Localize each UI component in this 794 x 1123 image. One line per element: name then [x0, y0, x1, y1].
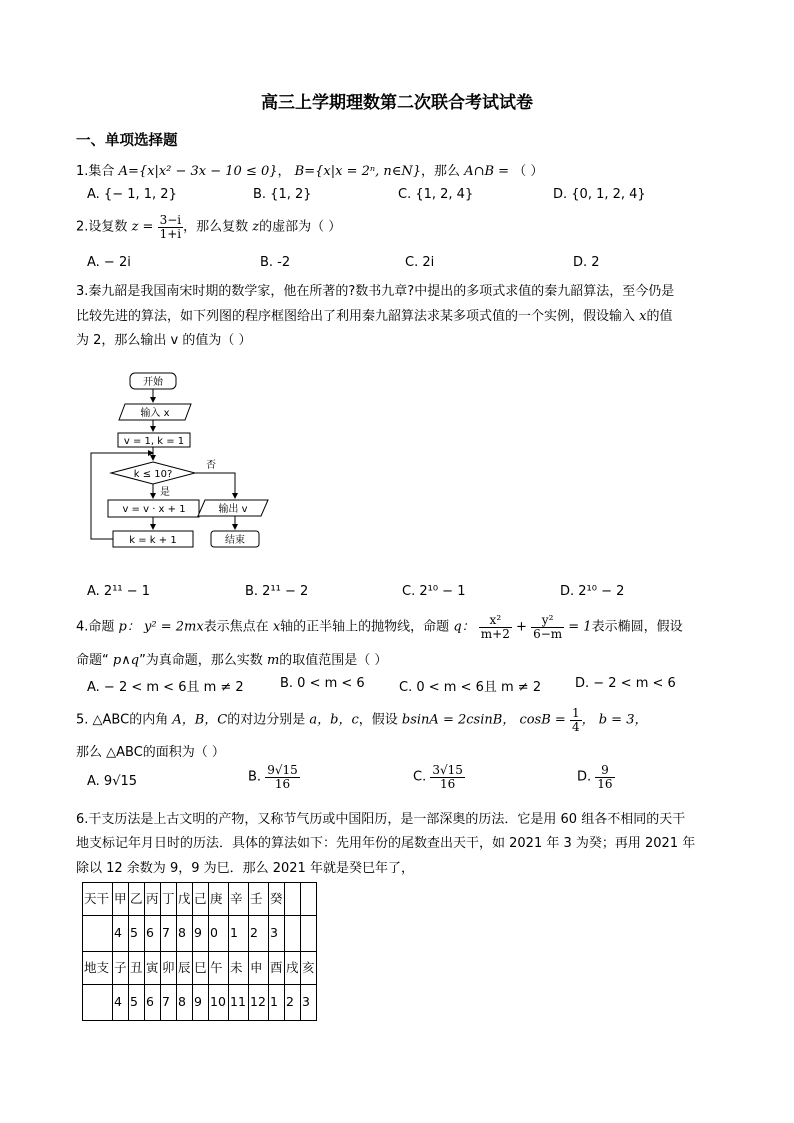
q5-prefix: 5. △ABC的内角 [76, 712, 169, 728]
q1-option-c: C. {1, 2, 4} [398, 187, 474, 202]
branch-numbers-row [83, 985, 317, 1021]
table-cell: 癸 [269, 883, 285, 916]
q4-line-2 [76, 649, 387, 668]
table-cell: 辛 [229, 883, 249, 916]
q5-line-1 [76, 707, 647, 733]
q5-option-d-den: 16 [597, 776, 613, 791]
table-cell: 申 [249, 952, 269, 985]
table-cell: 亥 [301, 952, 317, 985]
table-cell: 3 [301, 985, 317, 1021]
table-cell: 卯 [161, 952, 177, 985]
q2-suffix-a: ，那么复数 [183, 219, 249, 235]
stem-numbers-row [83, 916, 317, 952]
table-cell: 6 [145, 985, 161, 1021]
table-cell: 壬 [249, 883, 269, 916]
table-cell: 1 [229, 916, 249, 952]
table-cell: 戊 [177, 883, 193, 916]
q1-option-b: B. {1, 2} [253, 187, 312, 202]
flow-output-label: 输出 v [218, 504, 248, 515]
q1-expression: A∩B = [464, 164, 510, 179]
q1-set-a: A={x|x² − 3x − 10 ≤ 0} [118, 164, 278, 179]
flow-decision-label: k ≤ 10? [133, 469, 173, 480]
q1-paren: （ ） [513, 164, 544, 179]
table-cell: 辰 [177, 952, 193, 985]
table-cell: 1 [269, 985, 285, 1021]
q4-eq-one: = 1 [568, 619, 592, 635]
table-cell: 9 [193, 916, 209, 952]
q4-text-d: 表示椭圆，假设 [591, 619, 683, 635]
table-cell: 7 [161, 916, 177, 952]
table-cell: 丁 [161, 883, 177, 916]
q5-option-c [413, 764, 465, 790]
table-cell: 6 [145, 916, 161, 952]
q4-line-2-b: ”为真命题，那么实数 [139, 653, 263, 668]
q5-sides: a，b，c [309, 712, 359, 728]
q2-prefix: 设复数 [88, 219, 128, 235]
q4-option-d: D. − 2 < m < 6 [575, 676, 676, 691]
q4-plus: + [516, 619, 527, 635]
flowchart [80, 368, 280, 554]
q5-text-c: ，假设 [358, 712, 398, 728]
q4-f1-num: x² [479, 614, 512, 628]
q4-text-b: 表示焦点在 [203, 619, 269, 635]
table-cell: 8 [177, 985, 193, 1021]
q6-line-3: 除以 12 余数为 9，9 为巳．那么 2021 年就是癸巳年了， [76, 861, 414, 876]
table-cell [83, 985, 113, 1021]
q4-line-1 [76, 614, 683, 640]
table-cell: 10 [209, 985, 229, 1021]
q5-option-d-fraction [595, 764, 614, 790]
branches-row [83, 952, 317, 985]
q2-option-b: B. -2 [260, 255, 291, 270]
flow-end-label: 结束 [225, 535, 245, 546]
q5-cos-den: 4 [571, 719, 580, 734]
q1-option-d: D. {0, 1, 2, 4} [553, 187, 646, 202]
q5-option-d-num: 9 [595, 764, 614, 778]
q4-q: q： [453, 619, 475, 635]
q6-line-1: 6.干支历法是上古文明的产物，又称节气历或中国阳历，是一部深奥的历法．它是用 60 组各不相同的天干 [76, 812, 686, 827]
q3-line-2-end: 的值 [646, 309, 673, 324]
q5-option-d-label: D. [577, 769, 592, 785]
table-cell: 甲 [113, 883, 129, 916]
q2-frac-den: 1+i [159, 226, 182, 241]
q5-cos-num: 1 [571, 706, 580, 720]
q4-f2-den: 6−m [533, 626, 563, 641]
table-cell: 寅 [145, 952, 161, 985]
table-cell: 丑 [129, 952, 145, 985]
table-cell: 子 [113, 952, 129, 985]
table-cell [285, 916, 301, 952]
q4-p-equation: y² = 2mx [144, 619, 204, 635]
table-cell: 5 [129, 985, 145, 1021]
q4-p-and-q: p∧q [112, 653, 140, 668]
q6-line-2: 地支标记年月日时的历法．具体的算法如下：先用年份的尾数查出天干，如 2021 年 3 为癸；再用 2021 年 [76, 836, 696, 851]
table-cell: 0 [209, 916, 229, 952]
table-cell: 未 [229, 952, 249, 985]
flow-init-label: v = 1, k = 1 [123, 436, 185, 447]
q2-z-var: z [252, 219, 260, 235]
table-cell: 4 [113, 916, 129, 952]
q2-number: 2. [76, 219, 89, 235]
table-cell: 巳 [193, 952, 209, 985]
page-title: 高三上学期理数第二次联合考试试卷 [261, 93, 533, 113]
question-1: 1.集合 A={x|x² − 3x − 10 ≤ 0}， B={x|x = 2ⁿ, n∈N}，那么 A∩B = （ ） [76, 164, 544, 179]
q2-option-c: C. 2i [405, 255, 435, 270]
flow-no-label: 否 [206, 460, 216, 471]
q4-text-c: 轴的正半轴上的抛物线，命题 [280, 619, 450, 635]
q4-m-var: m [266, 653, 280, 668]
q5-option-c-fraction [430, 764, 465, 790]
table-cell: 3 [269, 916, 285, 952]
q5-option-b-den: 16 [274, 776, 291, 791]
section-heading: 一、单项选择题 [76, 133, 178, 149]
q4-option-b: B. 0 < m < 6 [280, 676, 365, 691]
q2-z: z = [131, 219, 154, 235]
table-cell: 午 [209, 952, 229, 985]
q5-option-d [577, 764, 615, 790]
table-cell: 庚 [209, 883, 229, 916]
q3-x-var: x [639, 309, 647, 324]
table-cell: 12 [249, 985, 269, 1021]
q3-line-2 [76, 305, 673, 324]
q1-set-b: B={x|x = 2ⁿ, n∈N} [294, 164, 422, 179]
flow-update-k-label: k = k + 1 [129, 535, 177, 546]
stems-label: 天干 [83, 883, 113, 916]
flow-input-label: 输入 x [140, 408, 170, 419]
table-cell: 2 [285, 985, 301, 1021]
table-cell: 乙 [129, 883, 145, 916]
q2-option-a: A. − 2i [87, 255, 131, 270]
q1-prefix: 集合 [88, 164, 115, 179]
q5-angles: A，B，C [172, 712, 228, 728]
q5-option-a: A. 9√15 [87, 774, 138, 789]
q3-line-1: 3.秦九韶是我国南宋时期的数学家，他在所著的?数书九章?中提出的多项式求值的秦九韶算法，至今仍是 [76, 284, 675, 299]
table-cell [285, 883, 301, 916]
q4-line-2-a: 命题“ [76, 653, 109, 668]
q1-mid: ，那么 [421, 164, 461, 179]
table-cell: 丙 [145, 883, 161, 916]
table-cell: 酉 [269, 952, 285, 985]
q3-option-b: B. 2¹¹ − 2 [245, 584, 309, 599]
table-cell: 己 [193, 883, 209, 916]
q3-option-c: C. 2¹⁰ − 1 [402, 584, 466, 599]
flow-start-label: 开始 [143, 377, 163, 388]
q1-option-a: A. {− 1, 1, 2} [87, 187, 177, 202]
q5-option-b [248, 764, 300, 790]
q4-prefix: 4.命题 [76, 619, 115, 635]
table-cell: 5 [129, 916, 145, 952]
q4-p: p： [118, 619, 140, 635]
q5-text-b: 的对边分别是 [227, 712, 306, 728]
table-cell [301, 883, 317, 916]
q4-fraction-2 [531, 614, 564, 640]
q3-line-2-text: 比较先进的算法，如下列图的程序框图给出了利用秦九韶算法求某多项式值的一个实例，假设输入 [76, 309, 636, 324]
table-cell: 9 [193, 985, 209, 1021]
q5-option-c-label: C. [413, 769, 427, 785]
q2-option-d: D. 2 [573, 255, 600, 270]
q4-f2-num: y² [531, 614, 564, 628]
flow-update-v-label: v = v · x + 1 [122, 504, 186, 515]
flow-yes-label: 是 [160, 487, 170, 498]
q2-frac-num: 3−i [159, 213, 182, 227]
q2-fraction [158, 214, 184, 240]
q5-line-2: 那么 △ABC的面积为（ ） [76, 745, 225, 760]
q3-option-a: A. 2¹¹ − 1 [87, 584, 151, 599]
q5-cos: cosB = [519, 712, 566, 728]
q5-option-b-label: B. [248, 769, 262, 785]
q3-option-d: D. 2¹⁰ − 2 [560, 584, 625, 599]
table-cell: 8 [177, 916, 193, 952]
q5-option-b-num: 9√15 [267, 763, 298, 777]
table-cell: 4 [113, 985, 129, 1021]
q5-condition-3: ， b = 3， [581, 712, 648, 728]
q4-x-var: x [272, 619, 281, 635]
q5-option-c-den: 16 [440, 776, 456, 791]
q5-option-b-fraction [265, 764, 300, 790]
branches-label: 地支 [83, 952, 113, 985]
q4-f1-den: m+2 [480, 626, 510, 641]
question-2 [76, 214, 341, 240]
table-cell: 2 [249, 916, 269, 952]
q4-option-a: A. − 2 < m < 6且 m ≠ 2 [87, 680, 244, 695]
table-cell: 7 [161, 985, 177, 1021]
q5-option-c-num: 3√15 [432, 763, 463, 777]
q4-line-2-c: 的取值范围是（ ） [279, 653, 388, 668]
table-cell: 11 [229, 985, 249, 1021]
stems-row [83, 883, 317, 916]
q5-condition-1: bsinA = 2csinB， [401, 712, 516, 728]
q5-cos-fraction [570, 707, 582, 733]
table-cell [83, 916, 113, 952]
q1-number: 1. [76, 164, 89, 179]
table-cell: 戌 [285, 952, 301, 985]
q4-fraction-1 [479, 614, 512, 640]
table-cell [301, 916, 317, 952]
q2-suffix-b: 的虚部为（ ） [259, 219, 342, 235]
ganzhi-table [82, 882, 317, 1021]
q3-line-3: 为 2，那么输出 v 的值为（ ） [76, 333, 252, 348]
q4-option-c: C. 0 < m < 6且 m ≠ 2 [399, 680, 542, 695]
